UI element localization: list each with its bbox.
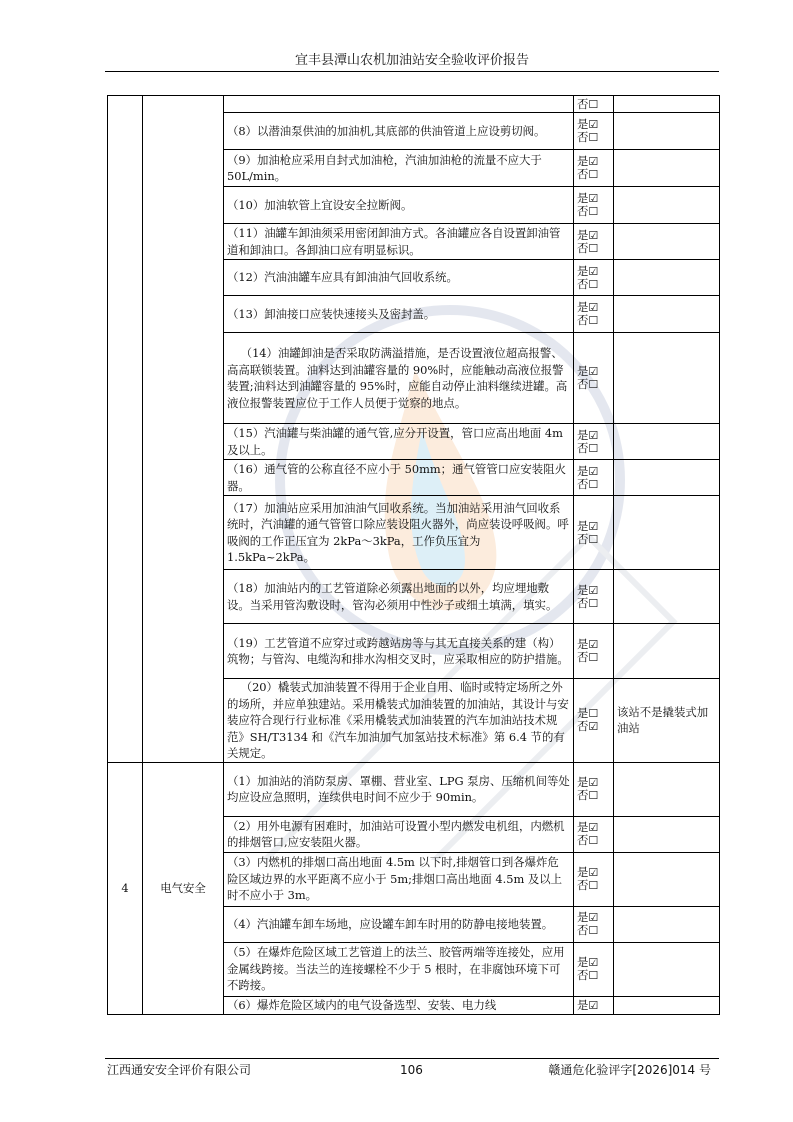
checked-box-icon: ☑: [588, 301, 599, 314]
unchecked-box-icon: ☐: [588, 924, 599, 937]
result-checkboxes: [574, 260, 614, 296]
result-checkboxes: [574, 424, 614, 460]
result-checkboxes: [574, 96, 614, 113]
result-checkboxes: [574, 570, 614, 624]
option-no[interactable]: [577, 533, 610, 546]
requirement-text: （12）汽油油罐车应具有卸油油气回收系统。: [224, 260, 574, 296]
option-label: 否: [577, 719, 589, 734]
result-checkboxes: [574, 460, 614, 496]
option-label: 是: [577, 427, 589, 442]
report-title: 宜丰县潭山农机加油站安全验收评价报告: [294, 53, 529, 68]
checked-box-icon: ☑: [588, 776, 599, 789]
option-label: 是: [577, 518, 589, 533]
option-no[interactable]: [577, 314, 610, 327]
unchecked-box-icon: ☐: [588, 241, 599, 255]
option-label: 否: [577, 878, 589, 892]
checked-box-icon: ☑: [588, 911, 599, 924]
option-label: 是: [577, 364, 589, 378]
result-checkboxes: [574, 224, 614, 260]
option-label: 是: [577, 955, 589, 969]
checked-box-icon: ☑: [588, 228, 599, 242]
remark-cell: [614, 996, 720, 1014]
option-no[interactable]: [577, 651, 610, 664]
option-label: 否: [577, 96, 589, 111]
option-no[interactable]: [577, 205, 610, 218]
page-header: [105, 50, 719, 72]
option-label: 是: [577, 706, 589, 721]
section-category: 电气安全: [143, 762, 224, 1014]
footer-page-number: 106: [400, 1063, 423, 1077]
option-label: 否: [577, 377, 589, 391]
option-label: 否: [577, 595, 589, 610]
option-label: 是: [577, 191, 589, 205]
option-label: 是: [577, 910, 589, 924]
option-no[interactable]: [577, 879, 610, 892]
remark-cell: [614, 570, 720, 624]
remark-cell: [614, 624, 720, 679]
option-no[interactable]: [577, 278, 610, 291]
requirement-text: （1）加油站的消防泵房、罩棚、营业室、LPG 泵房、压缩机间等处均应设应急照明，连续供电时间不应少于 90min。: [224, 762, 574, 816]
result-checkboxes: [574, 762, 614, 816]
remark-cell: [614, 296, 720, 333]
option-label: 否: [577, 440, 589, 455]
remark-cell: [614, 187, 720, 224]
result-checkboxes: [574, 942, 614, 996]
option-no[interactable]: [577, 442, 610, 455]
remark-cell: [614, 113, 720, 150]
unchecked-box-icon: ☐: [588, 314, 599, 327]
checked-box-icon: ☑: [588, 155, 599, 168]
option-label: 否: [577, 313, 589, 327]
remark-cell: [614, 224, 720, 260]
footer-document-number: 赣通危化验评字[2026]014 号: [548, 1063, 711, 1077]
option-no[interactable]: [577, 378, 610, 391]
checked-box-icon: ☑: [588, 720, 599, 734]
checked-box-icon: ☑: [588, 428, 599, 442]
option-label: 是: [577, 820, 589, 834]
requirement-text: （3）内燃机的排烟口高出地面 4.5m 以下时,排烟管口到各爆炸危险区域边界的水平距离不应小于 5m;排烟口高出地面 4.5m 及以上时不应小于 3m。: [224, 852, 574, 906]
unchecked-box-icon: ☐: [588, 378, 599, 391]
option-yes[interactable]: [577, 999, 610, 1012]
unchecked-box-icon: ☐: [588, 707, 599, 721]
option-label: 是: [577, 582, 589, 597]
option-label: 否: [577, 130, 589, 144]
option-label: 否: [577, 476, 589, 491]
remark-cell: [614, 424, 720, 460]
remark-cell: [614, 496, 720, 570]
remark-cell: [614, 942, 720, 996]
unchecked-box-icon: ☐: [588, 131, 599, 144]
table-row: [108, 96, 720, 113]
requirement-text: [224, 96, 574, 113]
remark-cell: 该站不是撬装式加油站: [614, 679, 720, 763]
checked-box-icon: ☑: [588, 956, 599, 969]
checked-box-icon: ☑: [588, 192, 599, 205]
result-checkboxes: [574, 816, 614, 852]
option-label: 否: [577, 531, 589, 546]
result-checkboxes: [574, 150, 614, 187]
result-checkboxes: [574, 852, 614, 906]
remark-cell: [614, 906, 720, 942]
unchecked-box-icon: ☐: [588, 532, 599, 546]
unchecked-box-icon: ☐: [588, 277, 599, 291]
remark-cell: [614, 762, 720, 816]
option-label: 是: [577, 300, 589, 314]
option-label: 否: [577, 204, 589, 218]
checked-box-icon: ☑: [588, 464, 599, 478]
requirement-text: （14）油罐卸油是否采取防满溢措施，是否设置液位超高报警、高高联锁装置。油料达到油罐容量的 90%时，应能触动高液位报警装置;油料达到油罐容量的 95%时，应能自动停止油料继续进罐。高液位报警装置应位于工作人员便于觉察的地点。: [224, 333, 574, 424]
option-label: 否: [577, 968, 589, 982]
option-no[interactable]: [577, 720, 610, 733]
option-label: 是: [577, 117, 589, 131]
unchecked-box-icon: ☐: [588, 97, 599, 111]
option-label: 否: [577, 650, 589, 664]
inspection-table: [107, 95, 720, 1015]
result-checkboxes: [574, 296, 614, 333]
remark-cell: [614, 96, 720, 113]
result-checkboxes: [574, 187, 614, 224]
requirement-text: （10）加油软管上宜设安全拉断阀。: [224, 187, 574, 224]
requirement-text: （19）工艺管道不应穿过或跨越站房等与其无直接关系的建（构）筑物；与管沟、电缆沟和排水沟相交叉时，应采取相应的防护措施。: [224, 624, 574, 679]
section-index: 4: [108, 762, 143, 1014]
table-row: [108, 762, 720, 816]
page-footer: [105, 1058, 719, 1079]
option-no[interactable]: [577, 597, 610, 610]
requirement-text: （15）汽油罐与柴油罐的通气管,应分开设置，管口应高出地面 4m 及以上。: [224, 424, 574, 460]
unchecked-box-icon: ☐: [588, 651, 599, 664]
requirement-text: （17）加油站应采用加油油气回收系统。当加油站采用油气回收系统时，汽油罐的通气管管口除应装设阻火器外，尚应装设呼吸阀。呼吸阀的工作正压宜为 2kPa～3kPa，工作负压宜为 1.5kPa~2kPa。: [224, 496, 574, 570]
remark-cell: [614, 852, 720, 906]
unchecked-box-icon: ☐: [588, 596, 599, 610]
option-no[interactable]: [577, 478, 610, 491]
option-no[interactable]: [577, 242, 610, 255]
remark-cell: [614, 260, 720, 296]
checked-box-icon: ☑: [588, 519, 599, 533]
checked-box-icon: ☑: [588, 998, 599, 1012]
requirement-text: （8）以潜油泵供油的加油机,其底部的供油管道上应设剪切阀。: [224, 113, 574, 150]
checked-box-icon: ☑: [588, 264, 599, 278]
result-checkboxes: [574, 906, 614, 942]
requirement-text: （13）卸油接口应装快速接头及密封盖。: [224, 296, 574, 333]
option-label: 否: [577, 923, 589, 937]
option-label: 是: [577, 865, 589, 879]
remark-cell: [614, 460, 720, 496]
option-label: 是: [577, 997, 589, 1012]
option-label: 否: [577, 788, 589, 802]
option-no[interactable]: [577, 168, 610, 181]
remark-cell: [614, 816, 720, 852]
checked-box-icon: ☑: [588, 583, 599, 597]
requirement-text: （20）橇装式加油装置不得用于企业自用、临时或特定场所之外的场所，并应单独建站。采用橇装式加油装置的加油站，其设计与安装应符合现行行业标准《采用橇装式加油装置的汽车加油站技术规范》SH/T3134 和《汽车加油加气加氢站技术标准》第 6.4 节的有关规定。: [224, 679, 574, 763]
checked-box-icon: ☑: [588, 118, 599, 131]
requirement-text: （2）用外电源有困难时，加油站可设置小型内燃发电机组，内燃机的排烟管口,应安装阻火器。: [224, 816, 574, 852]
checked-box-icon: ☑: [588, 866, 599, 879]
unchecked-box-icon: ☐: [588, 834, 599, 847]
option-label: 否: [577, 833, 589, 847]
checked-box-icon: ☑: [588, 365, 599, 378]
option-label: 是: [577, 154, 589, 168]
option-label: 是: [577, 263, 589, 278]
option-no[interactable]: [577, 789, 610, 802]
unchecked-box-icon: ☐: [588, 168, 599, 181]
unchecked-box-icon: ☐: [588, 789, 599, 802]
option-label: 是: [577, 775, 589, 789]
result-checkboxes: [574, 679, 614, 763]
requirement-text: （16）通气管的公称直径不应小于 50mm；通气管管口应安装阻火器。: [224, 460, 574, 496]
option-no[interactable]: [577, 131, 610, 144]
result-checkboxes: [574, 333, 614, 424]
result-checkboxes: [574, 996, 614, 1014]
option-label: 是: [577, 463, 589, 478]
option-no[interactable]: [577, 924, 610, 937]
checked-box-icon: ☑: [588, 821, 599, 834]
checked-box-icon: ☑: [588, 638, 599, 651]
option-label: 否: [577, 240, 589, 255]
option-label: 否: [577, 167, 589, 181]
requirement-text: （9）加油枪应采用自封式加油枪，汽油加油枪的流量不应大于 50L/min。: [224, 150, 574, 187]
category-cell: [143, 96, 224, 763]
unchecked-box-icon: ☐: [588, 969, 599, 982]
result-checkboxes: [574, 113, 614, 150]
option-no[interactable]: [577, 834, 610, 847]
option-label: 否: [577, 276, 589, 291]
option-label: 是: [577, 637, 589, 651]
option-no[interactable]: [577, 969, 610, 982]
result-checkboxes: [574, 496, 614, 570]
unchecked-box-icon: ☐: [588, 879, 599, 892]
remark-cell: [614, 150, 720, 187]
index-cell: [108, 96, 143, 763]
option-no[interactable]: [577, 98, 610, 111]
unchecked-box-icon: ☐: [588, 205, 599, 218]
requirement-text: （18）加油站内的工艺管道除必须露出地面的以外，均应埋地敷设。当采用管沟敷设时，管沟必须用中性沙子或细土填满，填实。: [224, 570, 574, 624]
requirement-text: （4）汽油罐车卸车场地，应设罐车卸车时用的防静电接地装置。: [224, 906, 574, 942]
requirement-text: （6）爆炸危险区域内的电气设备选型、安装、电力线: [224, 996, 574, 1014]
remark-cell: [614, 333, 720, 424]
requirement-text: （11）油罐车卸油须采用密闭卸油方式。各油罐应各自设置卸油管道和卸油口。各卸油口应有明显标识。: [224, 224, 574, 260]
unchecked-box-icon: ☐: [588, 441, 599, 455]
option-label: 是: [577, 227, 589, 242]
unchecked-box-icon: ☐: [588, 477, 599, 491]
requirement-text: （5）在爆炸危险区域工艺管道上的法兰、胶管两端等连接处，应用金属线跨接。当法兰的连接螺栓不少于 5 根时，在非腐蚀环境下可不跨接。: [224, 942, 574, 996]
result-checkboxes: [574, 624, 614, 679]
footer-company: 江西通安安全评价有限公司: [107, 1063, 252, 1077]
